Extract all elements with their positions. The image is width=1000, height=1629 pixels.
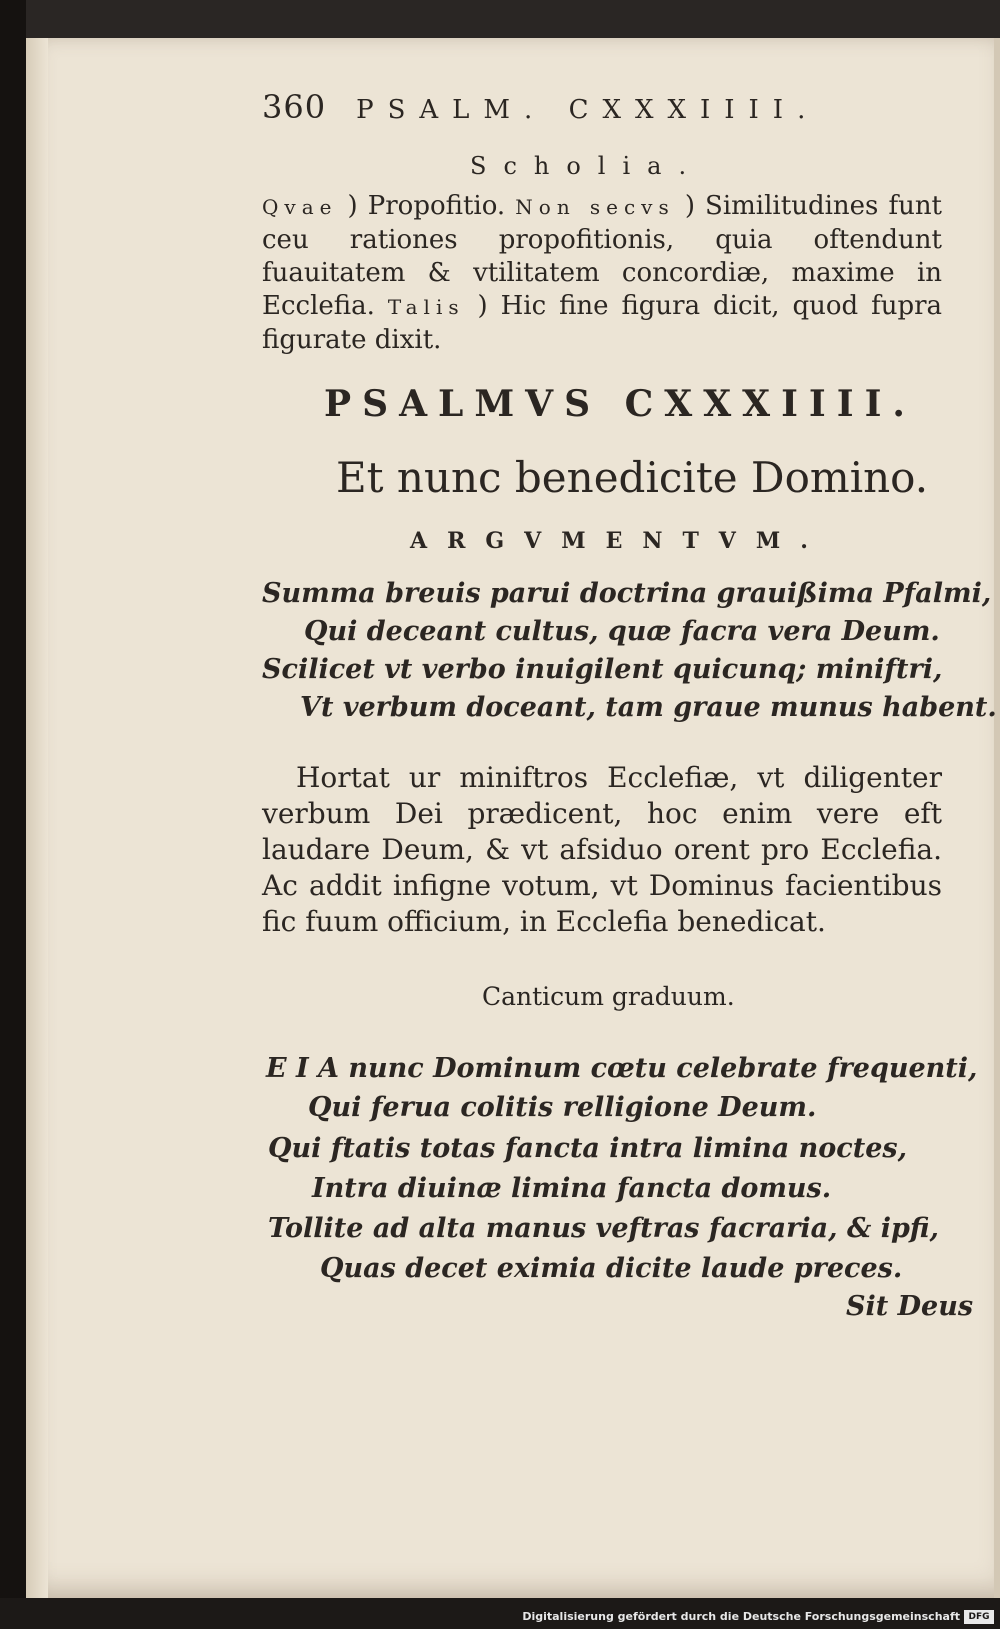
psalm-incipit: Et nunc benedicite Domino. (336, 453, 929, 502)
summary-paragraph: Hortat ur miniftros Ecclefiæ, vt diligenter verbum Dei prædicent, hoc enim vere eft laudare Deum, & vt afsiduo orent pro Ecclefia. Ac addit infigne votum, vt Dominus facientibus fic fuum officium, in Ecclefia benedicat. (262, 761, 942, 938)
lemma-non-secus: Non secvs (515, 195, 675, 219)
scan-right-edge (994, 38, 1000, 1598)
page-number: 360 (262, 88, 327, 126)
argumentum-verse: Scilicet vt verbo inuigilent quicunq; miniftri, (262, 654, 943, 685)
scholia-gloss-1: ) Propofitio. (347, 191, 506, 221)
argumentum-verse: Vt verbum doceant, tam graue munus habent. (300, 692, 997, 723)
scholia-gloss-2: ) Similitudines funt ceu rationes propofitionis, quia oftendunt fuauitatem & vtilitatem concordiæ, maxime in Ecclefia. (262, 191, 943, 321)
catchword: Sit Deus (846, 1291, 974, 1322)
canticum-verse: Qui ferua colitis relligione Deum. (308, 1092, 817, 1123)
canticum-verse: Qui ftatis totas fancta intra limina noctes, (268, 1133, 907, 1164)
dfg-logo: DFG (964, 1610, 994, 1624)
canticum-verse: Intra diuinæ limina fancta domus. (312, 1173, 832, 1204)
lemma-quae: Qvae (262, 195, 338, 219)
page-fold-shadow (26, 38, 48, 1598)
digitization-credit: Digitalisierung gefördert durch die Deutsche Forschungsgemeinschaft (522, 1610, 960, 1623)
scholia-gloss-3: ) Hic fine figura dicit, quod fupra figurate dixit. (262, 291, 943, 355)
psalm-title: PSALMVS CXXXIIII. (324, 383, 916, 425)
argumentum-verse: Qui deceant cultus, quæ facra vera Deum. (304, 616, 940, 647)
scan-left-edge (0, 0, 26, 1629)
argumentum-verse: Summa breuis parui doctrina grauißima Pfalmi, (262, 578, 992, 609)
argumentum-heading: ARGVMENTVM. (410, 528, 828, 554)
canticum-verse: Quas decet eximia dicite laude preces. (320, 1253, 903, 1284)
canticum-heading: Canticum graduum. (482, 982, 735, 1011)
scan-footer-band (0, 1598, 1000, 1629)
running-title: PSALM. CXXXIIII. (356, 95, 820, 125)
canticum-verse: E I A nunc Dominum cœtu celebrate frequenti, (266, 1053, 978, 1084)
scholia-text (262, 190, 942, 357)
scholia-heading: Scholia. (470, 152, 704, 180)
canticum-verse: Tollite ad alta manus veftras facraria, & ipfi, (268, 1213, 939, 1244)
running-head (262, 88, 819, 126)
lemma-talis: Talis (387, 295, 465, 319)
